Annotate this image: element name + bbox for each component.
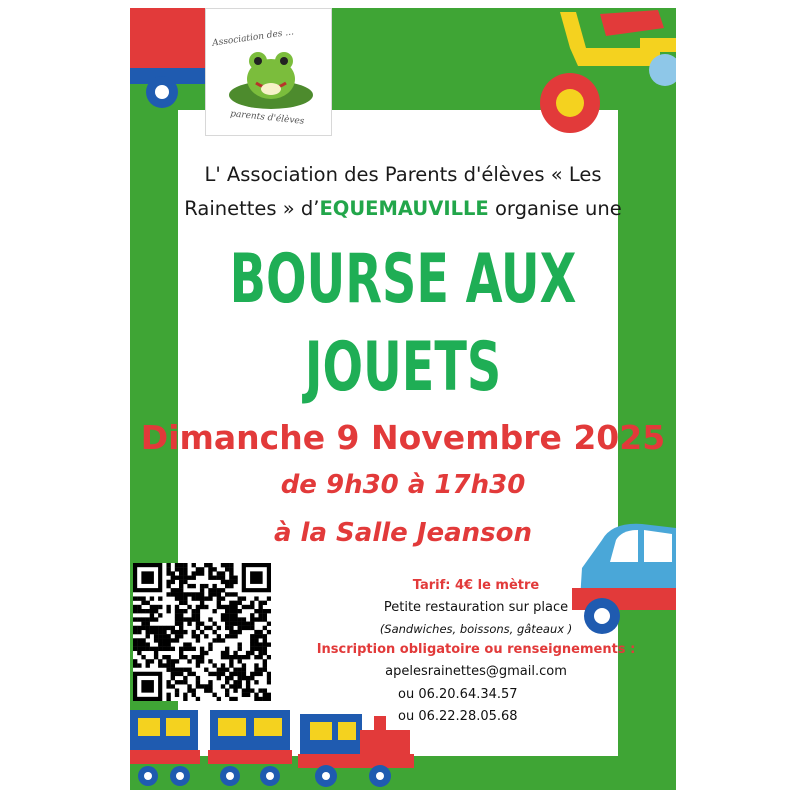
qr-code-icon[interactable] bbox=[133, 563, 271, 701]
town-name: EQUEMAUVILLE bbox=[319, 197, 489, 220]
contact-email[interactable]: apelesrainettes@gmail.com bbox=[385, 664, 567, 679]
contact-phone-2[interactable]: ou 06.22.28.05.68 bbox=[398, 709, 518, 724]
intro-line-1: L' Association des Parents d'élèves « Les bbox=[204, 163, 602, 186]
tarif-text: Tarif: 4€ le mètre bbox=[412, 578, 540, 593]
inscription-text: Inscription obligatoire ou renseignements : bbox=[316, 642, 636, 657]
association-logo bbox=[205, 8, 332, 136]
intro-text bbox=[130, 158, 676, 226]
intro-line-2-suffix: organise une bbox=[488, 197, 622, 220]
intro-line-2-prefix: Rainettes » d’ bbox=[184, 197, 320, 220]
logo-text-top: Association des ... bbox=[211, 27, 295, 49]
toy-train-icon bbox=[130, 704, 420, 790]
event-hours: de 9h30 à 17h30 bbox=[280, 470, 526, 500]
event-place: à la Salle Jeanson bbox=[273, 518, 533, 548]
title-line-1: BOURSE AUX bbox=[229, 240, 577, 319]
restauration-text: Petite restauration sur place bbox=[383, 600, 569, 615]
logo-text-bottom: parents d'élèves bbox=[229, 109, 305, 127]
title-line-2: JOUETS bbox=[304, 328, 502, 407]
restauration-detail-text: (Sandwiches, boissons, gâteaux ) bbox=[379, 622, 573, 636]
frog-icon bbox=[226, 39, 316, 111]
toy-scooter-icon bbox=[540, 8, 676, 158]
contact-phone-1[interactable]: ou 06.20.64.34.57 bbox=[398, 687, 518, 702]
event-date: Dimanche 9 Novembre 2025 bbox=[140, 418, 666, 457]
